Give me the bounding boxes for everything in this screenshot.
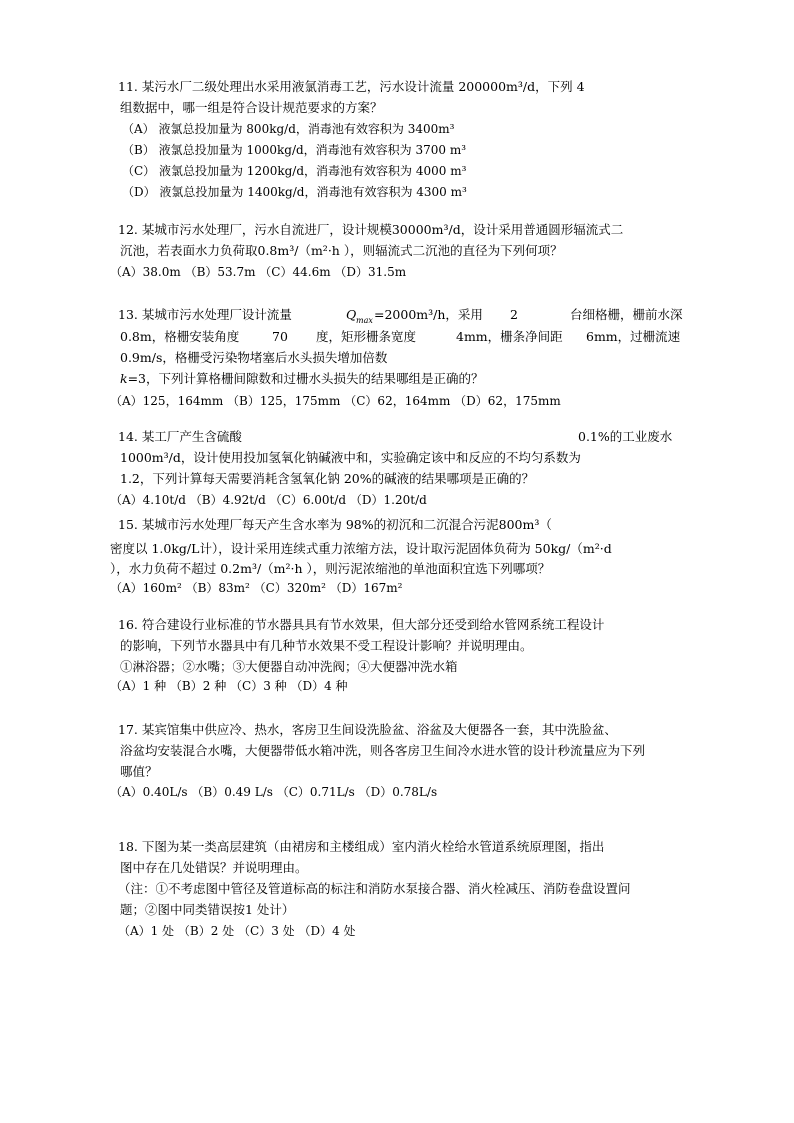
q13-symbol-q: Q (346, 307, 357, 322)
question-11-stem-line-1: 11. 某污水厂二级处理出水采用液氯消毒工艺，污水设计流量 200000m³/d，下列 4 (118, 79, 585, 94)
question-11-stem-line-2: 组数据中，哪一组是符合设计规范要求的方案？ (120, 100, 383, 115)
q13-text-2e: 6mm，过栅流速 (586, 329, 681, 344)
question-15-options: （A）160m² （B）83m² （C）320m² （D）167m² (110, 581, 403, 595)
question-11-option-a: （A） 液氯总投加量为 800kg/d，消毒池有效容积为 3400m³ (122, 122, 455, 136)
question-11-option-c: （C） 液氯总投加量为 1200kg/d，消毒池有效容积为 4000 m³ (122, 164, 467, 178)
question-16-options: （A）1 种 （B）2 种 （C）3 种 （D）4 种 (110, 679, 348, 693)
question-13-stem-line-4 (120, 369, 484, 389)
question-14-stem-line-2: 1000m³/d，设计使用投加氢氧化钠碱液中和，实验确定该中和反应的不均匀系数为 (120, 450, 581, 465)
question-18-stem-line-1: 18. 下图为某一类高层建筑（由裙房和主楼组成）室内消火栓给水管道系统原理图，指出 (118, 839, 605, 854)
q13-text-e: 2 (510, 307, 518, 322)
question-13-stem-line-1 (118, 305, 683, 325)
q13-symbol-max: max (356, 316, 373, 325)
question-17-stem-line-2: 浴盆均安装混合水嘴，大便器带低水箱冲洗，则各客房卫生间冷水进水管的设计秒流量应为下列 (120, 743, 646, 758)
question-18-stem-line-2: 图中存在几处错误？并说明理由。 (120, 860, 308, 875)
question-13-stem-line-3: 0.9m/s，格栅受污染物堵塞后水头损失增加倍数 (120, 350, 388, 365)
q13-text-2d: 4mm，栅条净间距 (456, 329, 563, 344)
question-16-stem-line-1: 16. 符合建设行业标准的节水器具具有节水效果，但大部分还受到给水管网系统工程设计 (118, 617, 605, 632)
question-16-stem-line-2: 的影响，下列节水器具中有几种节水效果不受工程设计影响？并说明理由。 (120, 638, 533, 653)
q13-text-d: =2000m³/h，采用 (374, 307, 483, 322)
q13-text-2a: 0.8m，格栅安装角度 (120, 329, 240, 344)
q13-text-2b: 70 (272, 329, 288, 344)
question-18-note-line-1: （注：①不考虑图中管径及管道标高的标注和消防水泵接合器、消火栓减压、消防卷盘设置问 (118, 881, 631, 896)
question-13-stem-line-2 (120, 327, 681, 347)
question-17-stem-line-3: 哪值？ (120, 764, 158, 779)
q14-text-b: 0.1%的工业废水 (578, 429, 673, 444)
question-11-option-d: （D） 液氯总投加量为 1400kg/d，消毒池有效容积为 4300 m³ (122, 185, 467, 199)
q13-symbol-k: k (120, 371, 128, 386)
question-14-options: （A）4.10t/d （B）4.92t/d （C）6.00t/d （D）1.20t/d (110, 493, 427, 507)
question-11-option-b: （B） 液氯总投加量为 1000kg/d，消毒池有效容积为 3700 m³ (122, 143, 467, 157)
question-15-stem-line-3: ），水力负荷不超过 0.2m³/（m²·h ），则污泥浓缩池的单池面积宜选下列哪项？ (110, 561, 551, 576)
question-13-options: （A）125，164mm （B）125，175mm （C）62，164mm （D）62，175mm (110, 394, 561, 408)
question-18-options: （A）1 处 （B）2 处 （C）3 处 （D）4 处 (118, 924, 356, 938)
question-16-stem-line-3: ①淋浴器；②水嘴；③大便器自动冲洗阀；④大便器冲洗水箱 (120, 659, 458, 674)
question-17-options: （A）0.40L/s （B）0.49 L/s （C）0.71L/s （D）0.78L/s (110, 785, 438, 799)
question-14-stem-line-3: 1.2，下列计算每天需要消耗含氢氧化钠 20%的碱液的结果哪项是正确的？ (120, 471, 535, 486)
q13-text-a: 13. 某城市污水处理厂设计流量 (118, 307, 292, 322)
question-12-stem-line-1: 12. 某城市污水处理厂，污水自流进厂，设计规模30000m³/d，设计采用普通圆形辐流式二 (118, 222, 624, 237)
question-12-options: （A）38.0m （B）53.7m （C）44.6m （D）31.5m (110, 265, 407, 279)
q13-text-2c: 度，矩形栅条宽度 (316, 329, 417, 344)
question-15-stem-line-2: 密度以 1.0kg/L计），设计采用连续式重力浓缩方法，设计取污泥固体负荷为 50kg/（m²·d (110, 541, 612, 556)
q13-text-4b: =3，下列计算格栅间隙数和过栅水头损失的结果哪组是正确的？ (127, 371, 484, 386)
question-17-stem-line-1: 17. 某宾馆集中供应冷、热水，客房卫生间设洗脸盆、浴盆及大便器各一套，其中洗脸盆、 (118, 722, 617, 737)
question-18-note-line-2: 题；②图中同类错误按1 处计） (120, 902, 295, 917)
q13-text-f: 台细格栅，栅前水深 (570, 307, 683, 322)
q14-text-a: 14. 某工厂产生含硫酸 (118, 429, 242, 444)
question-15-stem-line-1: 15. 某城市污水处理厂每天产生含水率为 98%的初沉和二沉混合污泥800m³（ (118, 517, 552, 532)
question-14-stem-line-1 (118, 427, 673, 447)
question-12-stem-line-2: 沉池，若表面水力负荷取0.8m³/（m²·h ），则辐流式二沉池的直径为下列何项？ (120, 243, 563, 258)
